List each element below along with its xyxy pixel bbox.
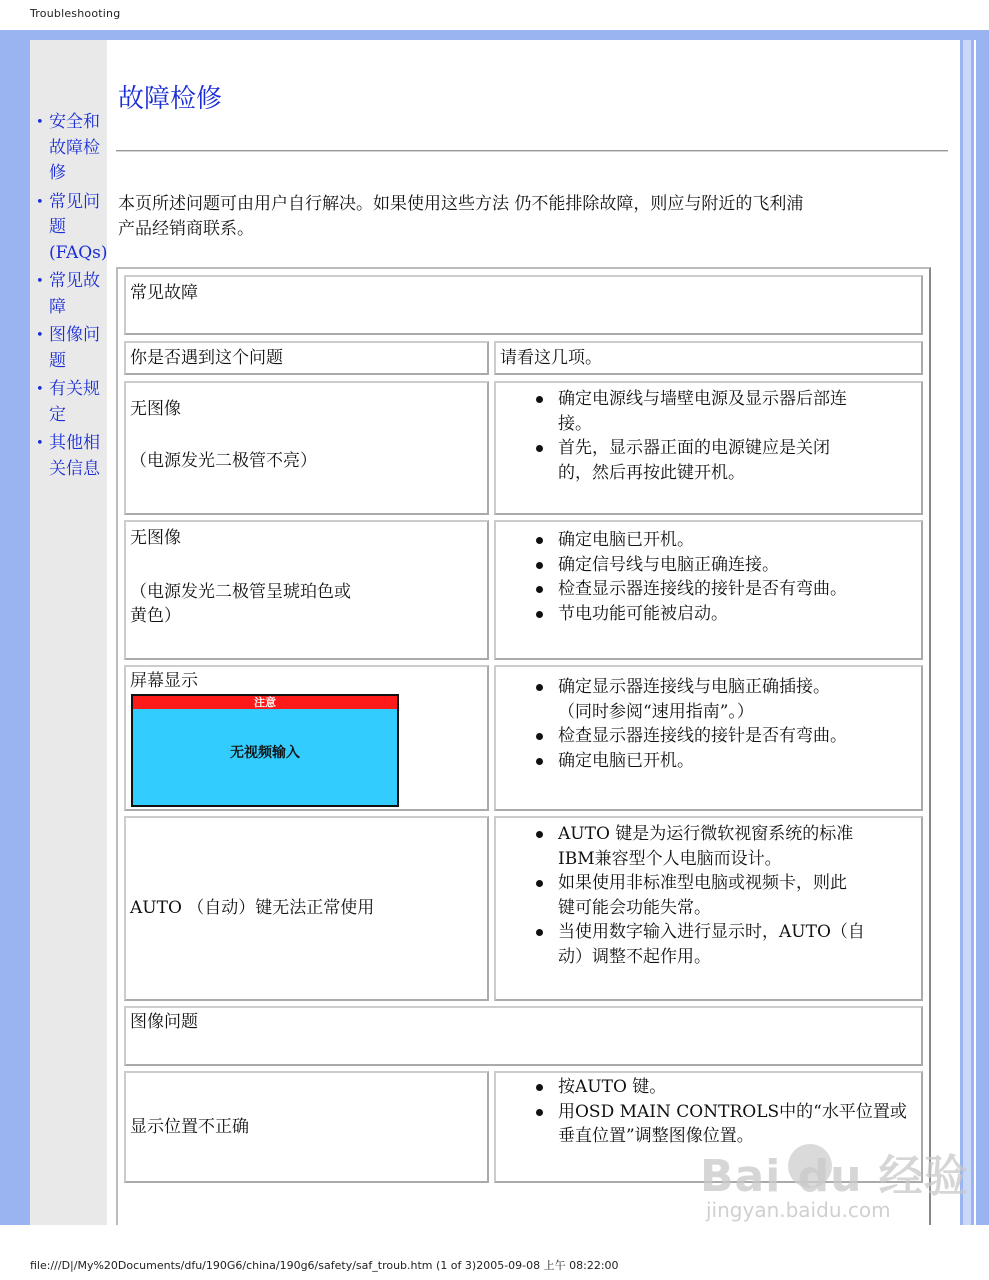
solution-cell bbox=[494, 665, 923, 811]
solution-list bbox=[536, 1075, 916, 1149]
sidebar-nav bbox=[34, 110, 108, 485]
bullet-icon bbox=[536, 611, 543, 618]
column-header-problem bbox=[124, 341, 489, 375]
footer-path: file:///D|/My%20Documents/dfu/190G6/china/190g6/safety/saf_troub.htm (1 of 3)2005-09-08 上午 08:22:00 bbox=[30, 1259, 619, 1272]
bullet-icon bbox=[536, 445, 543, 452]
nav-label[interactable]: 障 bbox=[49, 296, 66, 317]
list-text: 如果使用非标准型电脑或视频卡，则此 bbox=[558, 873, 847, 893]
list-item bbox=[536, 871, 916, 920]
nav-label[interactable]: 图像问 bbox=[49, 325, 100, 345]
nav-label[interactable]: 定 bbox=[49, 404, 66, 425]
nav-label[interactable]: 常见故 bbox=[49, 271, 100, 291]
problem-text: 无图像 bbox=[130, 399, 181, 419]
title-divider bbox=[116, 150, 948, 152]
list-text: IBM兼容型个人电脑而设计。 bbox=[558, 848, 782, 869]
list-text: 接。 bbox=[558, 413, 592, 434]
list-text: 动）调整不起作用。 bbox=[558, 946, 711, 967]
list-item bbox=[536, 528, 916, 553]
problem-text: 无图像 bbox=[130, 528, 181, 548]
list-text: 用OSD MAIN CONTROLS中的“水平位置或 bbox=[558, 1101, 907, 1122]
frame-stripe bbox=[963, 40, 971, 1225]
list-text: 确定电脑已开机。 bbox=[558, 750, 694, 771]
list-text: 键可能会功能失常。 bbox=[558, 897, 711, 918]
nav-item-safety[interactable] bbox=[34, 110, 108, 187]
list-item bbox=[536, 577, 916, 602]
problem-text: AUTO （自动）键无法正常使用 bbox=[130, 898, 375, 918]
problem-cell bbox=[124, 1071, 489, 1183]
intro-line: 产品经销商联系。 bbox=[118, 219, 254, 239]
list-item bbox=[536, 920, 916, 969]
nav-label[interactable]: 题 bbox=[49, 350, 66, 371]
osd-message: 无视频输入 bbox=[230, 745, 300, 761]
problem-subtext: 黄色） bbox=[130, 606, 181, 626]
bullet-icon: • bbox=[36, 194, 44, 210]
solution-cell bbox=[494, 520, 923, 660]
osd-screen-image bbox=[131, 694, 399, 807]
nav-label[interactable]: 常见问 bbox=[49, 191, 100, 212]
troubleshooting-table bbox=[116, 267, 931, 1227]
bullet-icon bbox=[536, 396, 543, 403]
bullet-icon bbox=[536, 831, 543, 838]
list-item bbox=[536, 749, 916, 774]
nav-item-faqs[interactable] bbox=[34, 190, 108, 267]
list-text: 检查显示器连接线的接针是否有弯曲。 bbox=[558, 726, 847, 746]
list-item bbox=[536, 675, 916, 724]
column-header-check bbox=[494, 341, 923, 375]
frame-line bbox=[974, 40, 976, 1225]
bullet-icon bbox=[536, 1109, 543, 1116]
nav-item-regulations[interactable] bbox=[34, 377, 108, 428]
page-header-title: Troubleshooting bbox=[30, 7, 121, 20]
nav-label[interactable]: 安全和 bbox=[49, 112, 100, 132]
nav-label[interactable]: 题 bbox=[49, 217, 66, 237]
nav-item-image-problems[interactable] bbox=[34, 323, 108, 374]
bullet-icon: • bbox=[36, 328, 44, 343]
bullet-icon: • bbox=[36, 115, 44, 130]
list-text: 确定电脑已开机。 bbox=[558, 530, 694, 550]
nav-label[interactable]: 其他相 bbox=[49, 433, 100, 453]
nav-label[interactable]: (FAQs) bbox=[49, 242, 108, 263]
list-text: 的，然后再按此键开机。 bbox=[558, 462, 745, 483]
list-text: 当使用数字输入进行显示时，AUTO（自 bbox=[558, 922, 865, 942]
list-text: AUTO 键是为运行微软视窗系统的标准 bbox=[558, 824, 854, 844]
page-title: 故障检修 bbox=[118, 84, 223, 114]
bullet-icon: • bbox=[36, 436, 44, 451]
problem-cell bbox=[124, 816, 489, 1001]
bullet-icon bbox=[536, 537, 543, 544]
browser-footer bbox=[0, 1225, 989, 1280]
nav-item-other-info[interactable] bbox=[34, 431, 108, 482]
list-item bbox=[536, 553, 916, 578]
bullet-icon bbox=[536, 684, 543, 691]
problem-cell bbox=[124, 520, 489, 660]
browser-header bbox=[0, 0, 989, 30]
list-text: 确定电源线与墙壁电源及显示器后部连 bbox=[558, 389, 847, 409]
list-item bbox=[536, 1075, 916, 1100]
list-text: 检查显示器连接线的接针是否有弯曲。 bbox=[558, 579, 847, 599]
section-image-problems bbox=[124, 1006, 923, 1066]
bullet-icon bbox=[536, 929, 543, 936]
section-heading: 图像问题 bbox=[130, 1012, 198, 1032]
list-text: 节电功能可能被启动。 bbox=[558, 603, 728, 624]
problem-text: 屏幕显示 bbox=[130, 671, 198, 691]
list-text: 按AUTO 键。 bbox=[558, 1077, 667, 1097]
column-header-text: 你是否遇到这个问题 bbox=[130, 348, 283, 368]
solution-list bbox=[536, 528, 916, 626]
bullet-icon bbox=[536, 880, 543, 887]
section-heading: 常见故障 bbox=[130, 283, 198, 303]
problem-subtext: （电源发光二极管呈琥珀色或 bbox=[130, 582, 351, 602]
intro-text bbox=[118, 192, 946, 242]
watermark-url: jingyan.baidu.com bbox=[706, 1198, 891, 1222]
list-item bbox=[536, 822, 916, 871]
nav-item-common-faults[interactable] bbox=[34, 269, 108, 320]
solution-list bbox=[536, 387, 916, 485]
list-text: （同时参阅“速用指南”。） bbox=[558, 701, 754, 722]
nav-label[interactable]: 故障检 bbox=[49, 137, 100, 158]
list-text: 确定显示器连接线与电脑正确插接。 bbox=[558, 677, 830, 697]
list-text: 垂直位置”调整图像位置。 bbox=[558, 1126, 754, 1146]
list-text: 首先，显示器正面的电源键应是关闭 bbox=[558, 438, 830, 458]
problem-cell bbox=[124, 381, 489, 515]
osd-title-bar: 注意 bbox=[133, 696, 397, 709]
bullet-icon bbox=[536, 586, 543, 593]
bullet-icon: • bbox=[36, 382, 44, 397]
baidu-watermark bbox=[700, 1140, 970, 1222]
column-header-text: 请看这几项。 bbox=[500, 348, 602, 368]
solution-cell bbox=[494, 816, 923, 1001]
bullet-icon: • bbox=[36, 274, 44, 289]
bullet-icon bbox=[536, 733, 543, 740]
problem-text: 显示位置不正确 bbox=[130, 1117, 249, 1137]
list-item bbox=[536, 436, 916, 485]
nav-label[interactable]: 修 bbox=[49, 163, 66, 183]
nav-label[interactable]: 关信息 bbox=[49, 458, 100, 479]
bullet-icon bbox=[536, 1084, 543, 1091]
solution-list bbox=[536, 822, 916, 969]
problem-subtext: （电源发光二极管不亮） bbox=[130, 451, 317, 471]
watermark-brand: Bai du 经验 bbox=[700, 1151, 969, 1202]
list-text: 确定信号线与电脑正确连接。 bbox=[558, 554, 779, 575]
bullet-icon bbox=[536, 758, 543, 765]
list-item bbox=[536, 724, 916, 749]
list-item bbox=[536, 602, 916, 627]
intro-line: 本页所述问题可由用户自行解决。如果使用这些方法 仍不能排除故障，则应与附近的飞利浦 bbox=[118, 194, 804, 214]
nav-label[interactable]: 有关规 bbox=[49, 379, 100, 399]
bullet-icon bbox=[536, 562, 543, 569]
section-common-faults bbox=[124, 275, 923, 335]
problem-cell bbox=[124, 665, 489, 811]
solution-list bbox=[536, 675, 916, 773]
solution-cell bbox=[494, 381, 923, 515]
list-item bbox=[536, 387, 916, 436]
